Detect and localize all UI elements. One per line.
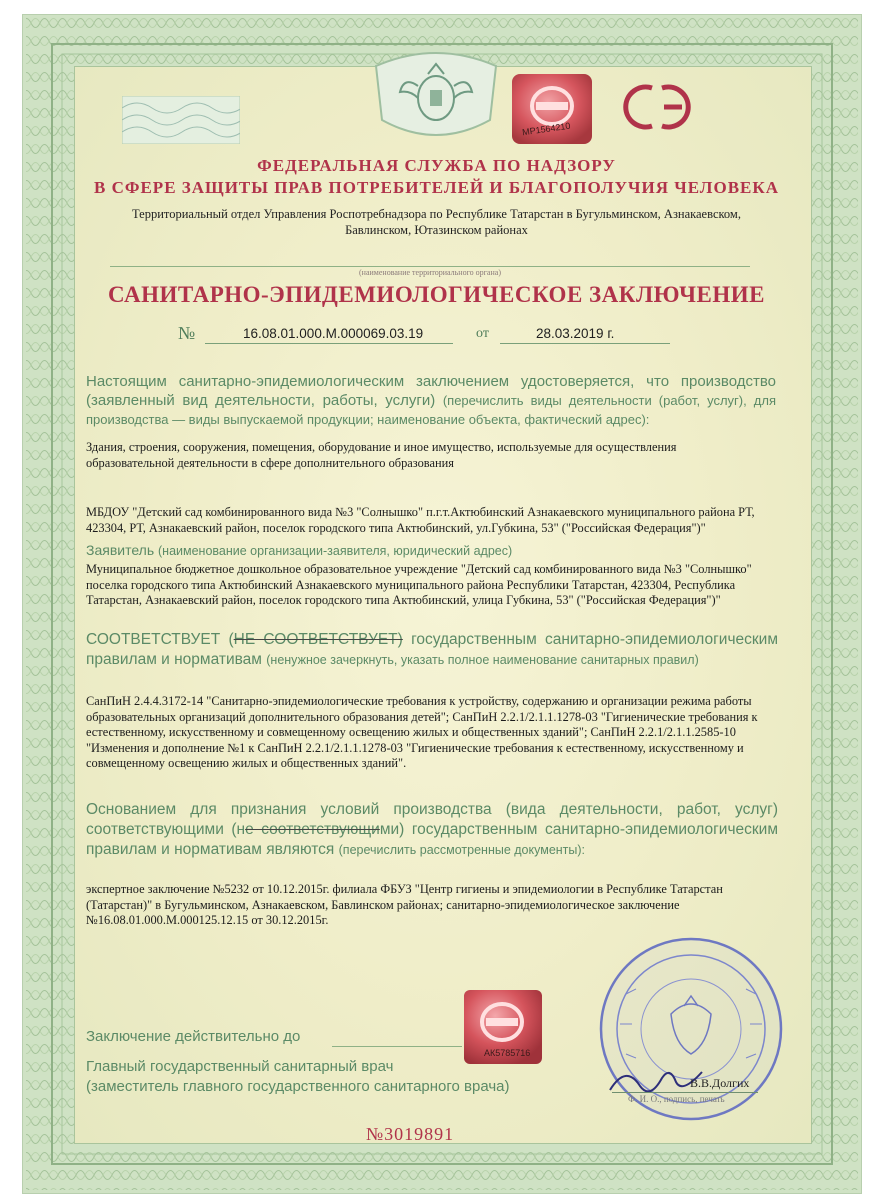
basis-caption: (перечислить рассмотренные документы):	[338, 843, 586, 857]
section1-fill-activity: Здания, строения, сооружения, помещения, оборудование и иное имущество, используемые для осуществления образовательной деятельности в сфере дополнительного образования	[86, 440, 677, 470]
chief-doctor-line-2: (заместитель главного государственного санитарного врача)	[86, 1078, 510, 1095]
section1-text-caption: (перечислить виды деятельности (работ, услуг), для производства — виды выпускаемой продукции; наименование объекта, фактический адрес):	[86, 393, 776, 427]
basis-text-a: Основанием для признания условий производства (вида деятельности, работ, услуг) соответствующими (н	[86, 801, 778, 838]
applicant-fill: Муниципальное бюджетное дошкольное образовательное учреждение "Детский сад комбинированного вида №3 "Солнышко" поселка городского типа Актюбинский Азнакаевского муниципального района Республики Татарстан, 423304, Республика Татарстан, Азнакаевский район, поселок городского типа Актюбинский, улица Губкина, 53" ("Российская Федерация")"	[86, 562, 752, 607]
section1-fill-object: МБДОУ "Детский сад комбинированного вида №3 "Солнышко" п.г.т.Актюбинский Азнакаевского муниципального района РТ, 423304, РТ, Азнакаевский район, поселок городского типа Актюбинский, ул.Губкина, 53" ("Российская Федерация")"	[86, 505, 755, 535]
conformity-paren: (	[228, 631, 234, 648]
basis-fill: экспертное заключение №5232 от 10.12.2015г. филиала ФБУЗ "Центр гигиены и эпидемиологии в Республике Татарстан (Татарстан)" в Бугульминском, Азнакаевском, Бавлинском районах; санитарно-эпидемиологическое заключение №16.08.01.000.М.000125.12.15 от 30.12.2015г.	[86, 882, 723, 927]
number-label: №	[178, 323, 196, 343]
date-label: от	[476, 326, 489, 341]
conformity-no-struck: НЕ СООТВЕТСТВУЕТ)	[233, 631, 403, 648]
conformity-caption: (ненужное зачеркнуть, указать полное наименование санитарных правил)	[266, 653, 699, 667]
conformity-statement	[86, 630, 778, 670]
hologram-number-top: МР1564210	[521, 120, 572, 138]
form-serial-number: №3019891	[366, 1124, 455, 1144]
applicant-caption: (наименование организации-заявителя, юридический адрес)	[158, 544, 513, 558]
section1-text-main: Настоящим санитарно-эпидемиологическим заключением удостоверяется, что производство (заявленный вид деятельности, работы, услуги)	[86, 373, 776, 409]
basis-text-b: ми) государственным санитарно-эпидемиологическим правилам и нормативам являются	[86, 821, 778, 858]
se-mark-logo	[612, 78, 704, 136]
signature-caption: Ф. И. О., подпись, печать	[628, 1094, 725, 1104]
signature-line	[612, 1092, 758, 1093]
authority-line-1: Территориальный отдел Управления Роспотребнадзора по Республике Татарстан в Бугульминском, Азнакаевском,	[132, 207, 741, 221]
chief-doctor-line-1: Главный государственный санитарный врач	[86, 1058, 394, 1075]
authority-underline	[110, 266, 750, 267]
document-number: 16.08.01.000.М.000069.03.19	[243, 326, 424, 341]
conformity-fill: СанПиН 2.4.4.3172-14 "Санитарно-эпидемиологические требования к устройству, содержанию и организации режима работы образовательных организаций дополнительного образования детей"; СанПиН 2.2.1/2.1.1.1278-03 "Гигиенические требования к естественному, искусственному и совмещенному освещению жилых и общественных зданий"; СанПиН 2.2.1/2.1.1.2585-10 "Изменения и дополнение №1 к СанПиН 2.2.1/2.1.1.1278-03 "Гигиенические требования к естественному, искусственному и совмещенному освещению жилых и общественных зданий".	[86, 694, 758, 770]
conformity-rest: государственным санитарно-эпидемиологическим правилам и нормативам	[86, 631, 778, 668]
header-line-1: ФЕДЕРАЛЬНАЯ СЛУЖБА ПО НАДЗОРУ	[257, 156, 616, 175]
signer-name: В.В.Долгих	[690, 1076, 750, 1090]
authority-caption: (наименование территориального органа)	[359, 268, 501, 277]
applicant-label: Заявитель	[86, 542, 155, 558]
pattern-tile	[122, 96, 240, 144]
document-title: САНИТАРНО-ЭПИДЕМИОЛОГИЧЕСКОЕ ЗАКЛЮЧЕНИЕ	[108, 282, 765, 307]
validity-label: Заключение действительно до	[86, 1028, 301, 1045]
coat-of-arms-emblem	[370, 46, 502, 146]
hologram-number-bottom: АК5785716	[484, 1048, 531, 1058]
basis-text-struck: е соответствующи	[245, 821, 380, 838]
number-underline	[205, 343, 453, 344]
applicant-heading	[86, 542, 776, 558]
authority-line-2: Бавлинском, Ютазинском районах	[345, 223, 528, 237]
document-date: 28.03.2019 г.	[536, 326, 615, 341]
validity-underline	[332, 1046, 462, 1047]
basis-statement	[86, 800, 778, 860]
date-underline	[500, 343, 670, 344]
header-line-2: В СФЕРЕ ЗАЩИТЫ ПРАВ ПОТРЕБИТЕЛЕЙ И БЛАГОПОЛУЧИЯ ЧЕЛОВЕКА	[94, 178, 779, 197]
section1-statement	[86, 372, 776, 429]
conformity-yes: СООТВЕТСТВУЕТ	[86, 631, 221, 648]
